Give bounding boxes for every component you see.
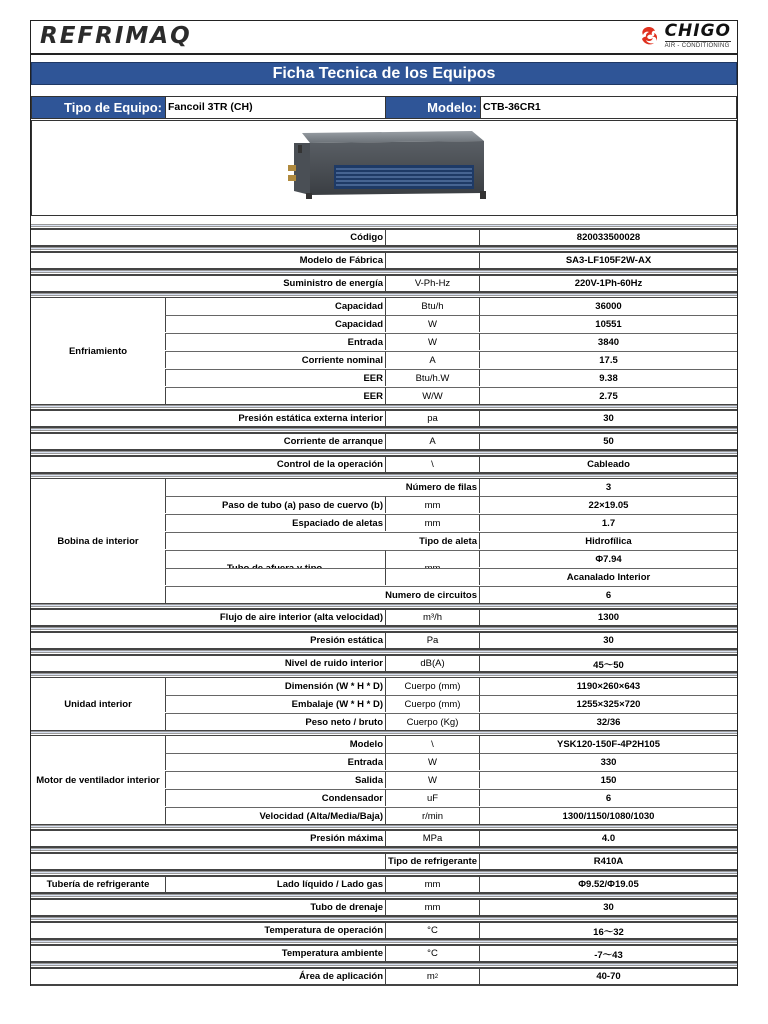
section-separator bbox=[31, 917, 737, 920]
model-value: CTB-36CR1 bbox=[480, 97, 736, 118]
row-value: 3840 bbox=[479, 333, 737, 350]
row-value: 36000 bbox=[479, 298, 737, 315]
row-label: Capacidad bbox=[165, 315, 385, 332]
spec-group bbox=[31, 297, 737, 405]
row-unit: Btu/h bbox=[385, 298, 479, 315]
spec-row bbox=[31, 921, 737, 940]
row-value: 150 bbox=[479, 771, 737, 788]
refrimaq-logo: REFRIMAQ bbox=[40, 23, 192, 49]
row-value: Cableado bbox=[479, 456, 737, 473]
model-label: Modelo: bbox=[385, 97, 480, 118]
spec-row bbox=[31, 455, 737, 474]
row-label: Corriente de arranque bbox=[31, 433, 385, 450]
row-value: 4.0 bbox=[479, 830, 737, 847]
row-label: Tubo de drenaje bbox=[31, 899, 385, 916]
section-separator bbox=[31, 293, 737, 296]
row-label: Espaciado de aletas bbox=[165, 514, 385, 531]
row-value: Φ7.94 bbox=[479, 550, 737, 567]
row-value: 3 bbox=[479, 479, 737, 496]
row-value: Φ9.52/Φ19.05 bbox=[479, 876, 737, 893]
row-label: Número de filas bbox=[165, 479, 479, 496]
row-unit: W bbox=[385, 753, 479, 770]
type-label: Tipo de Equipo: bbox=[32, 97, 165, 118]
row-unit: Cuerpo (mm) bbox=[385, 678, 479, 695]
row-unit: mm bbox=[385, 496, 479, 513]
row-unit: \ bbox=[385, 736, 479, 753]
row-label: Velocidad (Alta/Media/Baja) bbox=[165, 807, 385, 824]
spec-group bbox=[31, 735, 737, 825]
row-label: Control de la operación bbox=[31, 456, 385, 473]
row-unit: A bbox=[385, 351, 479, 368]
row-unit: W bbox=[385, 315, 479, 332]
row-unit: °C bbox=[385, 922, 479, 939]
section-separator bbox=[31, 871, 737, 874]
section-separator bbox=[31, 604, 737, 607]
row-unit: Pa bbox=[385, 632, 479, 649]
row-label: Temperatura ambiente bbox=[31, 945, 385, 962]
row-label: Numero de circuitos bbox=[165, 586, 479, 603]
spec-row bbox=[31, 654, 737, 673]
row-label: Área de aplicación bbox=[31, 968, 385, 985]
spec-row bbox=[31, 432, 737, 451]
section-separator bbox=[31, 731, 737, 734]
row-unit: Tipo de refrigerante bbox=[385, 853, 479, 870]
spec-group bbox=[31, 677, 737, 731]
group-label: Unidad interior bbox=[31, 678, 165, 730]
row-label: Entrada bbox=[165, 333, 385, 350]
row-value: SA3-LF105F2W-AX bbox=[479, 252, 737, 269]
chigo-name: CHIGO bbox=[664, 21, 731, 41]
chigo-logo bbox=[638, 22, 731, 50]
spec-row bbox=[31, 274, 737, 293]
chigo-swirl-icon bbox=[638, 25, 660, 47]
section-separator bbox=[31, 963, 737, 966]
row-value: R410A bbox=[479, 853, 737, 870]
row-value: 6 bbox=[479, 789, 737, 806]
section-separator bbox=[31, 627, 737, 630]
row-value: 45～50 bbox=[479, 655, 737, 672]
row-unit: Btu/h.W bbox=[385, 369, 479, 386]
row-unit bbox=[385, 568, 479, 585]
row-unit: pa bbox=[385, 410, 479, 427]
row-unit: W/W bbox=[385, 387, 479, 404]
section-separator bbox=[31, 451, 737, 454]
row-value: 1300 bbox=[479, 609, 737, 626]
row-label: Presión máxima bbox=[31, 830, 385, 847]
row-unit: W bbox=[385, 771, 479, 788]
spec-row bbox=[31, 251, 737, 270]
product-image-area bbox=[31, 120, 737, 216]
section-separator bbox=[31, 224, 737, 227]
group-label: Enfriamiento bbox=[31, 298, 165, 404]
row-label: Temperatura de operación bbox=[31, 922, 385, 939]
row-unit: dB(A) bbox=[385, 655, 479, 672]
spec-row bbox=[31, 631, 737, 650]
equipment-type-row bbox=[31, 96, 737, 119]
row-value: 1255×325×720 bbox=[479, 695, 737, 712]
row-value: 32/36 bbox=[479, 713, 737, 730]
row-label: Peso neto / bruto bbox=[165, 713, 385, 730]
row-value: 330 bbox=[479, 753, 737, 770]
row-value: 6 bbox=[479, 586, 737, 603]
row-label: Lado líquido / Lado gas bbox=[165, 876, 385, 893]
row-label: Dimensión (W * H * D) bbox=[165, 678, 385, 695]
row-label: EER bbox=[165, 387, 385, 404]
row-unit: mm bbox=[385, 514, 479, 531]
section-separator bbox=[31, 247, 737, 250]
fancoil-unit-image bbox=[32, 121, 738, 215]
row-unit: Cuerpo (mm) bbox=[385, 695, 479, 712]
page-title: Ficha Tecnica de los Equipos bbox=[31, 62, 737, 85]
row-value: 220V-1Ph-60Hz bbox=[479, 275, 737, 292]
section-separator bbox=[31, 894, 737, 897]
row-unit: A bbox=[385, 433, 479, 450]
group-label: Motor de ventilador interior bbox=[31, 736, 165, 824]
row-group-label: Tubería de refrigerante bbox=[31, 876, 165, 893]
spec-row bbox=[31, 228, 737, 247]
section-separator bbox=[31, 405, 737, 408]
row-unit bbox=[385, 252, 479, 269]
row-label: Salida bbox=[165, 771, 385, 788]
row-value: 16～32 bbox=[479, 922, 737, 939]
section-separator bbox=[31, 673, 737, 676]
row-value: 40-70 bbox=[479, 968, 737, 985]
row-value: Acanalado Interior bbox=[479, 568, 737, 585]
row-label: Presión estática externa interior bbox=[31, 410, 385, 427]
section-separator bbox=[31, 428, 737, 431]
type-value: Fancoil 3TR (CH) bbox=[165, 97, 385, 118]
row-unit bbox=[385, 229, 479, 246]
row-value: 2.75 bbox=[479, 387, 737, 404]
row-label: Nivel de ruido interior bbox=[31, 655, 385, 672]
section-separator bbox=[31, 940, 737, 943]
row-label: Tipo de aleta bbox=[165, 532, 479, 549]
spec-row bbox=[31, 898, 737, 917]
row-value: 1300/1150/1080/1030 bbox=[479, 807, 737, 824]
row-value: Hidrofílica bbox=[479, 532, 737, 549]
row-label: Suministro de energía bbox=[31, 275, 385, 292]
chigo-subtitle: AIR - CONDITIONING bbox=[664, 43, 730, 49]
row-label: Capacidad bbox=[165, 298, 385, 315]
spec-row bbox=[31, 409, 737, 428]
row-unit: m³/h bbox=[385, 609, 479, 626]
spec-row bbox=[31, 944, 737, 963]
row-label: Corriente nominal bbox=[165, 351, 385, 368]
row-label bbox=[31, 853, 385, 870]
spec-row bbox=[31, 829, 737, 848]
row-unit: mm bbox=[385, 876, 479, 893]
row-label: Modelo de Fábrica bbox=[31, 252, 385, 269]
row-unit: m 2 bbox=[385, 968, 479, 985]
row-value: 820033500028 bbox=[479, 229, 737, 246]
section-separator bbox=[31, 825, 737, 828]
spec-row bbox=[31, 608, 737, 627]
row-label: Embalaje (W * H * D) bbox=[165, 695, 385, 712]
row-value: 1190×260×643 bbox=[479, 678, 737, 695]
row-label: Entrada bbox=[165, 753, 385, 770]
row-unit: °C bbox=[385, 945, 479, 962]
row-value: 17.5 bbox=[479, 351, 737, 368]
spec-row bbox=[31, 852, 737, 871]
row-unit: MPa bbox=[385, 830, 479, 847]
spec-group bbox=[31, 478, 737, 604]
row-label: Código bbox=[31, 229, 385, 246]
row-value: -7～43 bbox=[479, 945, 737, 962]
row-value: 1.7 bbox=[479, 514, 737, 531]
section-separator bbox=[31, 650, 737, 653]
section-separator bbox=[31, 270, 737, 273]
row-unit: \ bbox=[385, 456, 479, 473]
row-label: EER bbox=[165, 369, 385, 386]
row-value: 50 bbox=[479, 433, 737, 450]
header bbox=[31, 21, 737, 55]
row-unit: uF bbox=[385, 789, 479, 806]
row-label: Flujo de aire interior (alta velocidad) bbox=[31, 609, 385, 626]
spec-row bbox=[31, 967, 737, 986]
row-value: 30 bbox=[479, 632, 737, 649]
row-unit: W bbox=[385, 333, 479, 350]
row-value: YSK120-150F-4P2H105 bbox=[479, 736, 737, 753]
row-unit: Cuerpo (Kg) bbox=[385, 713, 479, 730]
row-unit: r/min bbox=[385, 807, 479, 824]
row-value: 10551 bbox=[479, 315, 737, 332]
row-value: 30 bbox=[479, 410, 737, 427]
row-label: Condensador bbox=[165, 789, 385, 806]
row-value: 30 bbox=[479, 899, 737, 916]
row-label: Presión estática bbox=[31, 632, 385, 649]
section-separator bbox=[31, 474, 737, 477]
row-value: 22×19.05 bbox=[479, 496, 737, 513]
row-label: Paso de tubo (a) paso de cuervo (b) bbox=[165, 496, 385, 513]
row-value: 9.38 bbox=[479, 369, 737, 386]
row-label: Modelo bbox=[165, 736, 385, 753]
row-label bbox=[165, 568, 385, 585]
row-unit: V-Ph-Hz bbox=[385, 275, 479, 292]
row-unit: mm bbox=[385, 899, 479, 916]
section-separator bbox=[31, 848, 737, 851]
spec-row bbox=[31, 875, 737, 894]
group-label: Bobina de interior bbox=[31, 479, 165, 603]
